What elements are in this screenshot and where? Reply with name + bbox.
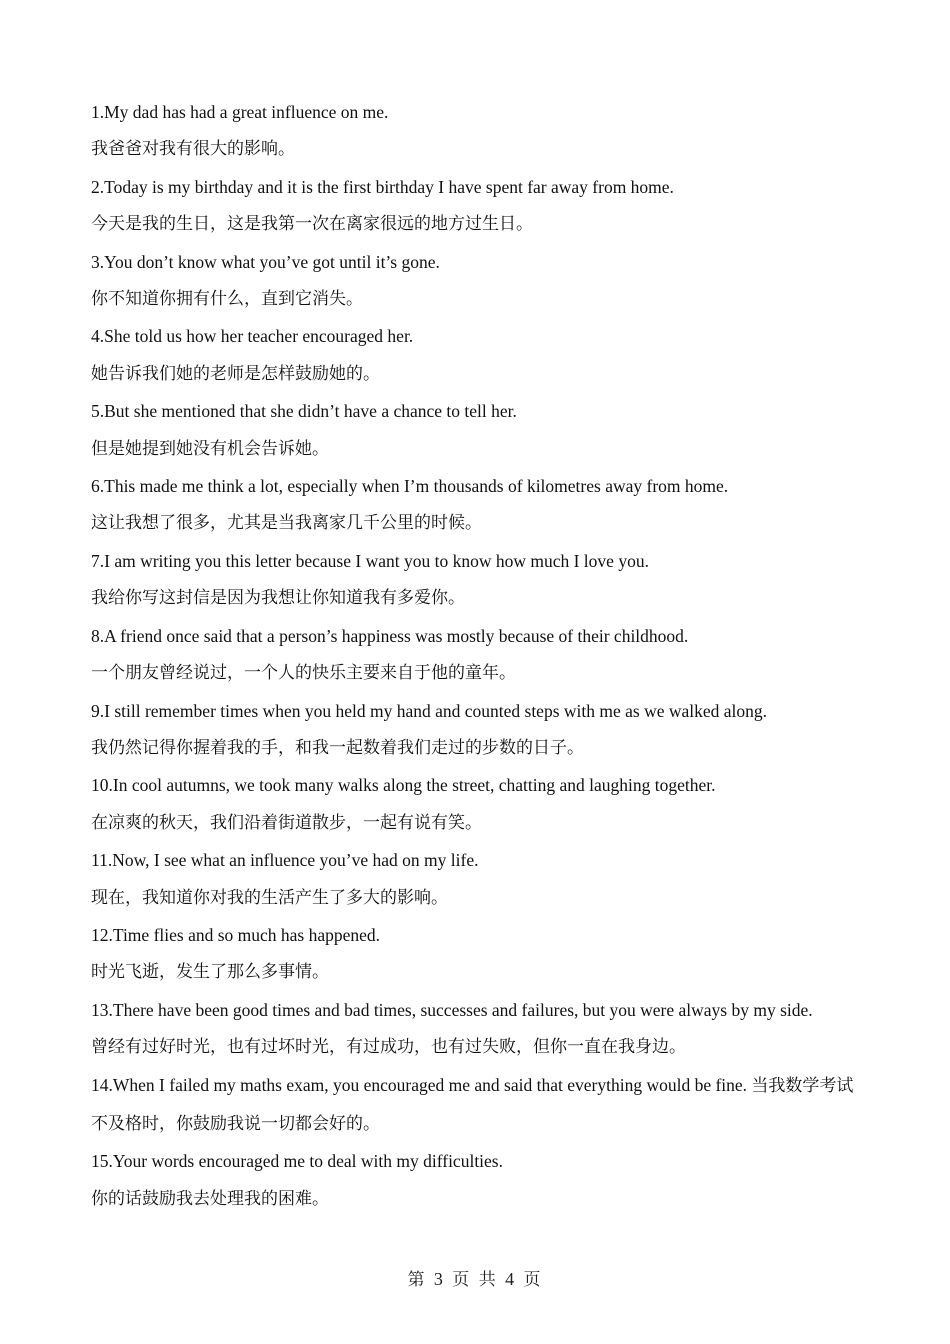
sentence-pair-inline (91, 1067, 861, 1144)
sentence-zh: 这让我想了很多，尤其是当我离家几千公里的时候。 (91, 513, 482, 534)
sentence-en: 9.I still remember times when you held my hand and counted steps with me as we walked along. (91, 700, 768, 721)
sentence-en: 14.When I failed my maths exam, you encouraged me and said that everything would be fine. (91, 1074, 748, 1095)
sentence-zh: 她告诉我们她的老师是怎样鼓励她的。 (91, 363, 380, 384)
sentence-en: 10.In cool autumns, we took many walks along the street, chatting and laughing together. (91, 775, 716, 796)
sentence-en: 7.I am writing you this letter because I want you to know how much I love you. (91, 550, 649, 571)
sentence-zh: 但是她提到她没有机会告诉她。 (91, 438, 329, 459)
sentence-en: 3.You don’t know what you’ve got until it’s gone. (91, 251, 440, 272)
sentence-zh: 你的话鼓励我去处理我的困难。 (91, 1188, 329, 1209)
footer-suffix: 页 (523, 1270, 543, 1290)
current-page-number: 3 (433, 1269, 445, 1289)
sentence-zh: 你不知道你拥有什么，直到它消失。 (91, 289, 363, 310)
sentence-zh: 我给你写这封信是因为我想让你知道我有多爱你。 (91, 588, 465, 609)
footer-middle: 页 共 (452, 1270, 498, 1290)
sentence-en: 1.My dad has had a great influence on me. (91, 102, 389, 122)
sentence-zh: 一个朋友曾经说过，一个人的快乐主要来自于他的童年。 (91, 663, 516, 684)
sentence-list (91, 94, 861, 1218)
sentence-zh: 现在，我知道你对我的生活产生了多大的影响。 (91, 887, 448, 908)
sentence-en: 2.Today is my birthday and it is the first birthday I have spent far away from home. (91, 176, 674, 197)
page-footer (0, 1265, 950, 1290)
total-page-number: 4 (505, 1269, 517, 1289)
sentence-zh: 在凉爽的秋天，我们沿着街道散步，一起有说有笑。 (91, 812, 482, 833)
sentence-zh: 我仍然记得你握着我的手，和我一起数着我们走过的步数的日子。 (91, 737, 584, 758)
sentence-en: 8.A friend once said that a person’s happiness was mostly because of their childhood. (91, 625, 689, 646)
sentence-en: 12.Time flies and so much has happened. (91, 924, 381, 945)
sentence-zh: 当我数学考试不及格时，你鼓励我说一切都会好的。 (91, 1075, 854, 1134)
sentence-zh: 时光飞逝，发生了那么多事情。 (91, 962, 329, 983)
sentence-en: 15.Your words encouraged me to deal with my difficulties. (91, 1151, 503, 1172)
sentence-en: 11.Now, I see what an influence you’ve had on my life. (91, 850, 479, 871)
sentence-en: 13.There have been good times and bad times, successes and failures, but you were always by my side. (91, 999, 813, 1020)
sentence-en: 5.But she mentioned that she didn’t have a chance to tell her. (91, 401, 517, 422)
sentence-zh: 我爸爸对我有很大的影响。 (91, 139, 295, 160)
sentence-en: 6.This made me think a lot, especially when I’m thousands of kilometres away from home. (91, 476, 729, 497)
sentence-zh: 今天是我的生日，这是我第一次在离家很远的地方过生日。 (91, 214, 533, 235)
sentence-en: 4.She told us how her teacher encouraged her. (91, 326, 414, 347)
sentence-zh: 曾经有过好时光，也有过坏时光，有过成功，也有过失败，但你一直在我身边。 (91, 1037, 686, 1058)
footer-prefix: 第 (407, 1270, 427, 1290)
